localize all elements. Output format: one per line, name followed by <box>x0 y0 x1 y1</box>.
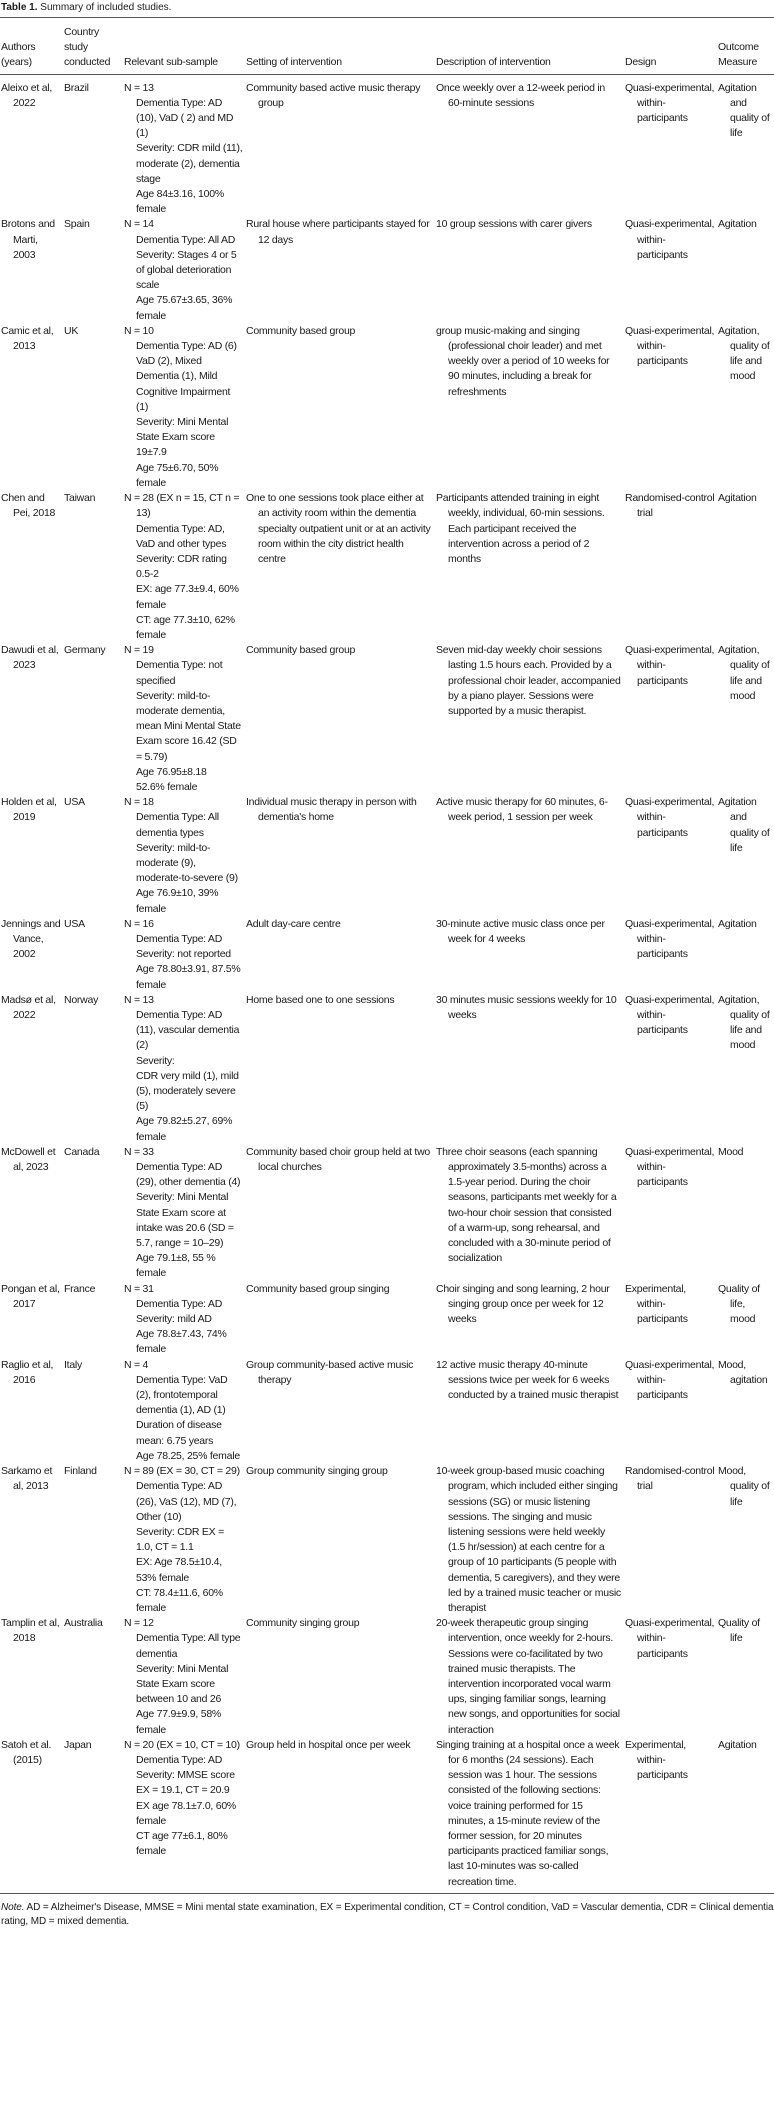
cell-outcome: Mood, agitation <box>718 1358 768 1386</box>
sub-sample-line: N = 18 <box>124 796 154 809</box>
sub-sample-line: Severity: CDR rating 0.5-2 <box>136 552 227 581</box>
cell-setting: Rural house where participants stayed for 12 days <box>246 218 430 246</box>
cell-outcome: Agitation and quality of life <box>718 81 770 140</box>
sub-sample-line: Age 75±6.70, 50% female <box>136 461 219 489</box>
cell-author: Chen and Pei, 2018 <box>1 492 56 520</box>
cell-author: Jennings and Vance, 2002 <box>1 917 61 961</box>
cell-sub-sample <box>123 1282 245 1358</box>
cell-outcome: Agitation and quality of life <box>718 796 770 854</box>
header-design: Design <box>625 56 657 69</box>
sub-sample-line: Severity: mild AD <box>136 1313 212 1326</box>
sub-sample-line: Age 78.80±3.91, 87.5% female <box>136 963 241 991</box>
sub-sample-line: Dementia Type: AD (10), VaD ( 2) and MD (1) <box>136 96 234 140</box>
cell-country: Norway <box>64 993 99 1006</box>
cell-author: Sarkamo et al, 2013 <box>1 1465 53 1493</box>
cell-design: Quasi-experimental, within-participants <box>625 218 715 261</box>
table-row <box>0 993 774 1145</box>
cell-setting: Individual music therapy in person with dementia's home <box>246 796 417 824</box>
cell-country: USA <box>64 917 85 930</box>
cell-sub-sample <box>123 643 245 795</box>
sub-sample-line: Dementia Type: All AD <box>136 233 236 246</box>
header-sub-sample: Relevant sub-sample <box>124 56 218 69</box>
cell-setting: Community based active music therapy group <box>246 81 421 109</box>
cell-outcome: Mood <box>718 1145 744 1158</box>
cell-sub-sample <box>123 324 245 491</box>
cell-sub-sample <box>123 74 245 217</box>
cell-sub-sample <box>123 1358 245 1464</box>
cell-sub-sample <box>123 1145 245 1282</box>
sub-sample-line: Severity: <box>136 1054 175 1067</box>
note-text: AD = Alzheimer's Disease, MMSE = Mini mental state examination, EX = Experimental condition, CT = Control condition, VaD = Vascular dementia, CDR = Clinical dementia rating, MD = mixed dementia. <box>1 1901 774 1927</box>
cell-country: Finland <box>64 1465 97 1478</box>
cell-sub-sample <box>123 1738 245 1894</box>
cell-description: 10-week group-based music coaching program, which included either singing sessions (SG) or music listening sessions. The singing and music listening sessions were held weekly (1.5 hr/session) at each centre for a group of 10 participants (5 people with dementia, 5 caregivers), and they were led by a trained music teacher or music therapist <box>436 1465 621 1614</box>
cell-author: Satoh et al. (2015) <box>1 1738 52 1766</box>
cell-sub-sample <box>123 491 245 643</box>
cell-description: Three choir seasons (each spanning approximately 3.5-months) across a 1.5-year period. During the choir seasons, participants met weekly for a two-hour choir session that consisted of a warm-up, song rehearsal, and concluded with a 30-minute period of socialization <box>436 1145 617 1265</box>
sub-sample-line: N = 4 <box>124 1358 149 1371</box>
table-row <box>0 1464 774 1616</box>
header-description: Description of intervention <box>436 56 551 69</box>
cell-design: Quasi-experimental, within-participants <box>625 1358 715 1402</box>
sub-sample-line: N = 16 <box>124 917 154 930</box>
table-row <box>0 1145 774 1282</box>
note-label: Note. <box>1 1901 25 1913</box>
cell-sub-sample <box>123 217 245 323</box>
sub-sample-line: Severity: CDR mild (11), moderate (2), dementia stage <box>136 142 243 185</box>
sub-sample-line: Severity: not reported <box>136 948 231 961</box>
sub-sample-line: Age 76.9±10, 39% female <box>136 887 219 915</box>
sub-sample-line: Severity: mild-to-moderate (9), moderate-to-severe (9) <box>136 841 238 885</box>
cell-design: Quasi-experimental, within-participants <box>625 993 715 1037</box>
cell-sub-sample <box>123 917 245 993</box>
header-setting: Setting of intervention <box>246 56 342 69</box>
sub-sample-line: N = 28 (EX n = 15, CT n = 13) <box>124 492 240 520</box>
cell-outcome: Agitation <box>718 1738 757 1751</box>
cell-design: Quasi-experimental, within-participants <box>625 796 715 839</box>
sub-sample-line: N = 12 <box>124 1617 154 1630</box>
table-row <box>0 217 774 323</box>
sub-sample-line: EX age 78.1±7.0, 60% female <box>136 1799 237 1827</box>
cell-country: Spain <box>64 218 90 231</box>
cell-description: Participants attended training in eight weekly, individual, 60-min sessions. Each participant received the intervention across a period of 2 months <box>436 492 605 565</box>
cell-outcome: Agitation, quality of life and mood <box>718 644 770 702</box>
cell-outcome: Quality of life, mood <box>718 1282 760 1326</box>
sub-sample-line: Dementia Type: AD <box>136 932 223 945</box>
sub-sample-line: Duration of disease mean: 6.75 years <box>136 1419 222 1447</box>
table-note <box>0 1894 774 1929</box>
sub-sample-line: N = 31 <box>124 1282 154 1295</box>
cell-author: Tamplin et al, 2018 <box>1 1617 60 1645</box>
sub-sample-line: Severity: Stages 4 or 5 of global deterioration scale <box>136 248 237 292</box>
cell-outcome: Agitation <box>718 218 757 231</box>
sub-sample-line: Dementia Type: All type dementia <box>136 1632 241 1660</box>
sub-sample-line: EX: Age 78.5±10.4, 53% female <box>136 1556 222 1584</box>
cell-sub-sample <box>123 795 245 917</box>
cell-design: Quasi-experimental, within-participants <box>625 1145 715 1189</box>
sub-sample-line: Severity: Mini Mental State Exam score 19±7.9 <box>136 416 229 459</box>
cell-setting: Community based group singing <box>246 1282 390 1295</box>
sub-sample-line: Age 78.25, 25% female <box>136 1449 240 1462</box>
sub-sample-line: CT: 78.4±11.6, 60% female <box>136 1586 223 1614</box>
cell-country: France <box>64 1282 96 1295</box>
cell-country: Australia <box>64 1617 103 1630</box>
cell-design: Randomised-control trial <box>625 492 715 520</box>
sub-sample-line: Severity: mild-to-moderate dementia, mean Mini Mental State Exam score 16.42 (SD = 5.79) <box>136 689 241 763</box>
cell-country: USA <box>64 796 85 809</box>
cell-description: Singing training at a hospital once a week for 6 months (24 sessions). Each session was 1 hour. The sessions consisted of the following sections: voice training performed for 15 minutes, a 15-minute review of the former session, for 20 minutes participants practiced familiar songs, last 10-minutes was so-called recreation time. <box>436 1738 620 1888</box>
cell-setting: Group held in hospital once per week <box>246 1738 411 1751</box>
cell-design: Quasi-experimental, within-participants <box>625 324 715 368</box>
sub-sample-line: Dementia Type: AD <box>136 1297 223 1310</box>
header-authors: Authors (years) <box>1 41 36 69</box>
cell-description: 30-minute active music class once per week for 4 weeks <box>436 917 605 945</box>
sub-sample-line: Age 76.95±8.18 <box>136 765 207 778</box>
cell-outcome: Agitation, quality of life and mood <box>718 993 770 1052</box>
sub-sample-line: Severity: Mini Mental State Exam score between 10 and 26 <box>136 1662 229 1706</box>
cell-design: Quasi-experimental, within-participants <box>625 1617 715 1660</box>
sub-sample-line: Dementia Type: AD (29), other dementia (4) <box>136 1161 241 1189</box>
cell-description: Choir singing and song learning, 2 hour singing group once per week for 12 weeks <box>436 1282 610 1326</box>
table-label: Table 1. <box>1 2 38 13</box>
cell-design: Quasi-experimental, within-participants <box>625 644 715 687</box>
cell-design: Quasi-experimental, within-participants <box>625 81 715 125</box>
cell-setting: One to one sessions took place either at an activity room within the dementia specialty outpatient unit or at an activity room within the city district health centre <box>246 492 431 565</box>
sub-sample-line: Age 79.1±8, 55 % female <box>136 1252 216 1280</box>
cell-design: Randomised-control trial <box>625 1465 715 1493</box>
cell-setting: Group community singing group <box>246 1465 388 1478</box>
table-caption <box>0 0 774 17</box>
sub-sample-line: CDR very mild (1), mild (5), moderately severe (5) <box>136 1069 239 1113</box>
cell-description: 10 group sessions with carer givers <box>436 218 592 231</box>
sub-sample-line: CT age 77±6.1, 80% female <box>136 1829 228 1858</box>
sub-sample-line: 52.6% female <box>136 780 198 793</box>
cell-description: 30 minutes music sessions weekly for 10 weeks <box>436 993 617 1021</box>
cell-design: Experimental, within-participants <box>625 1282 688 1326</box>
table-row <box>0 74 774 217</box>
table-row <box>0 795 774 917</box>
sub-sample-line: N = 13 <box>124 993 154 1006</box>
cell-outcome: Agitation <box>718 917 757 930</box>
cell-author: Dawudi et al, 2023 <box>1 644 59 672</box>
sub-sample-line: Age 78.8±7.43, 74% female <box>136 1328 227 1356</box>
header-country: Country study conducted <box>64 26 111 69</box>
sub-sample-line: N = 33 <box>124 1145 154 1158</box>
sub-sample-line: Age 84±3.16, 100% female <box>136 188 224 216</box>
sub-sample-line: Severity: MMSE score EX = 19.1, CT = 20.9 <box>136 1769 235 1797</box>
sub-sample-line: Dementia Type: AD (11), vascular dementia (2) <box>136 1009 240 1052</box>
cell-setting: Community based group <box>246 324 356 337</box>
table-title: Summary of included studies. <box>40 2 172 13</box>
cell-author: Raglio et al, 2016 <box>1 1358 54 1386</box>
sub-sample-line: Severity: CDR EX = 1.0, CT = 1.1 <box>136 1525 224 1554</box>
table-row <box>0 643 774 795</box>
sub-sample-line: CT: age 77.3±10, 62% female <box>136 613 235 641</box>
cell-description: Seven mid-day weekly choir sessions lasting 1.5 hours each. Provided by a professional choir leader, accompanied by a piano player. Sessions were supported by a music therapist. <box>436 644 621 717</box>
cell-country: Germany <box>64 644 106 657</box>
sub-sample-line: N = 19 <box>124 644 154 657</box>
studies-table <box>0 17 774 1894</box>
sub-sample-line: Age 77.9±9.9, 58% female <box>136 1708 221 1736</box>
header-outcome: Outcome Measure <box>718 41 759 69</box>
sub-sample-line: N = 14 <box>124 218 154 231</box>
table-row <box>0 1616 774 1738</box>
table-row <box>0 324 774 491</box>
cell-outcome: Quality of life <box>718 1617 760 1645</box>
sub-sample-line: N = 20 (EX = 10, CT = 10) <box>124 1738 240 1751</box>
sub-sample-line: Dementia Type: not specified <box>136 659 223 687</box>
cell-setting: Home based one to one sessions <box>246 993 395 1006</box>
cell-setting: Group community-based active music therapy <box>246 1358 414 1386</box>
cell-setting: Community based group <box>246 644 356 657</box>
cell-author: Aleixo et al, 2022 <box>1 81 53 109</box>
cell-sub-sample <box>123 1616 245 1738</box>
cell-country: UK <box>64 324 79 337</box>
cell-sub-sample <box>123 993 245 1145</box>
table-row <box>0 1282 774 1358</box>
cell-author: Holden et al, 2019 <box>1 796 57 824</box>
cell-description: 20-week therapeutic group singing intervention, once weekly for 2-hours. Sessions were co-facilitated by two trained music therapists. The intervention incorporated vocal warm ups, singing familiar songs, learning new songs, and opportunities for social interaction <box>436 1617 620 1736</box>
table-row <box>0 917 774 993</box>
table-header-row <box>0 18 774 75</box>
cell-country: Italy <box>64 1358 83 1371</box>
sub-sample-line: Age 79.82±5.27, 69% female <box>136 1115 233 1143</box>
cell-author: Brotons and Marti, 2003 <box>1 218 55 261</box>
sub-sample-line: Dementia Type: AD (6) VaD (2), Mixed Dementia (1), Mild Cognitive Impairment (1) <box>136 340 237 413</box>
table-row <box>0 1358 774 1464</box>
cell-description: Active music therapy for 60 minutes, 6-week period, 1 session per week <box>436 796 608 824</box>
cell-author: Pongan et al, 2017 <box>1 1282 60 1310</box>
cell-author: Madsø et al, 2022 <box>1 993 56 1021</box>
cell-description: group music-making and singing (professional choir leader) and met weekly over a period of 10 weeks for 90 minutes, including a break for refreshments <box>436 324 610 398</box>
cell-outcome: Agitation, quality of life and mood <box>718 324 770 383</box>
sub-sample-line: Age 75.67±3.65, 36% female <box>136 294 233 322</box>
cell-design: Quasi-experimental, within-participants <box>625 917 715 961</box>
cell-country: Japan <box>64 1738 92 1751</box>
sub-sample-line: Dementia Type: All dementia types <box>136 811 219 839</box>
cell-outcome: Mood, quality of life <box>718 1465 770 1508</box>
cell-author: McDowell et al, 2023 <box>1 1145 56 1174</box>
cell-sub-sample <box>123 1464 245 1616</box>
sub-sample-line: N = 10 <box>124 324 154 337</box>
cell-country: Brazil <box>64 81 89 94</box>
sub-sample-line: EX: age 77.3±9.4, 60% female <box>136 583 239 611</box>
cell-description: 12 active music therapy 40-minute sessions twice per week for 6 weeks conducted by a trained music therapist <box>436 1358 619 1402</box>
sub-sample-line: Dementia Type: AD <box>136 1753 223 1766</box>
sub-sample-line: N = 13 <box>124 81 154 94</box>
cell-author: Camic et al, 2013 <box>1 324 54 353</box>
cell-setting: Community based choir group held at two local churches <box>246 1145 431 1174</box>
cell-setting: Adult day-care centre <box>246 917 341 930</box>
cell-description: Once weekly over a 12-week period in 60-minute sessions <box>436 81 606 109</box>
sub-sample-line: N = 89 (EX = 30, CT = 29) <box>124 1465 240 1478</box>
cell-outcome: Agitation <box>718 492 757 505</box>
sub-sample-line: Dementia Type: VaD (2), frontotemporal dementia (1), AD (1) <box>136 1373 228 1417</box>
sub-sample-line: Dementia Type: AD, VaD and other types <box>136 522 227 550</box>
cell-country: Taiwan <box>64 492 96 505</box>
sub-sample-line: Dementia Type: AD (26), VaS (12), MD (7), Other (10) <box>136 1480 237 1523</box>
cell-country: Canada <box>64 1145 100 1158</box>
table-row <box>0 1738 774 1894</box>
sub-sample-line: Severity: Mini Mental State Exam score at intake was 20.6 (SD = 5.7, range = 10–29) <box>136 1191 234 1250</box>
cell-setting: Community singing group <box>246 1617 360 1630</box>
table-row <box>0 491 774 643</box>
cell-design: Experimental, within-participants <box>625 1738 688 1782</box>
